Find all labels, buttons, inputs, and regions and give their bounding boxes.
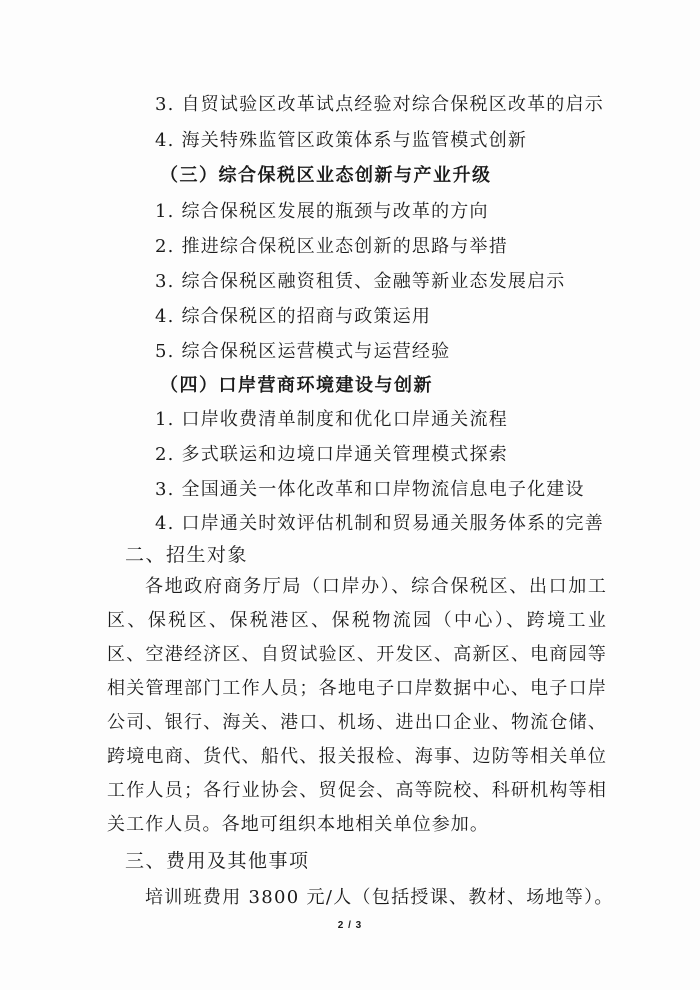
list-item: 1. 口岸收费清单制度和优化口岸通关流程 xyxy=(155,409,508,430)
paragraph-fees: 培训班费用 3800 元/人（包括授课、教材、场地等）。 xyxy=(145,887,614,908)
section-heading: 三、费用及其他事项 xyxy=(125,850,310,872)
paragraph-enrollment: 各地政府商务厅局（口岸办）、综合保税区、出口加工区、保税区、保税港区、保税物流园（中心）、跨境工业区、空港经济区、自贸试验区、开发区、高新区、电商园等相关管理部门工作人员；各地电子口岸数据中心、电子口岸公司、银行、海关、港口、机场、进出口企业、物流仓储、跨境电商、货代、船代、报关报检、海事、边防等相关单位工作人员；各行业协会、贸促会、高等院校、科研机构等相关工作人员。各地可组织本地相关单位参加。 xyxy=(107,576,607,835)
list-item: 4. 海关特殊监管区政策体系与监管模式创新 xyxy=(155,130,528,151)
page-number: 2 / 3 xyxy=(337,920,363,931)
list-item: 2. 推进综合保税区业态创新的思路与举措 xyxy=(155,236,508,257)
subsection-heading: （三）综合保税区业态创新与产业升级 xyxy=(160,165,492,186)
subsection-heading: （四）口岸营商环境建设与创新 xyxy=(160,375,433,396)
list-item: 1. 综合保税区发展的瓶颈与改革的方向 xyxy=(155,201,489,222)
list-item: 3. 综合保税区融资租赁、金融等新业态发展启示 xyxy=(155,271,566,292)
list-item: 3. 全国通关一体化改革和口岸物流信息电子化建设 xyxy=(155,479,585,500)
section-heading: 二、招生对象 xyxy=(125,544,249,566)
list-item: 3. 自贸试验区改革试点经验对综合保税区改革的启示 xyxy=(155,94,604,115)
list-item: 2. 多式联运和边境口岸通关管理模式探索 xyxy=(155,444,508,465)
list-item: 5. 综合保税区运营模式与运营经验 xyxy=(155,341,451,362)
list-item: 4. 口岸通关时效评估机制和贸易通关服务体系的完善 xyxy=(155,513,604,534)
list-item: 4. 综合保税区的招商与政策运用 xyxy=(155,306,432,327)
